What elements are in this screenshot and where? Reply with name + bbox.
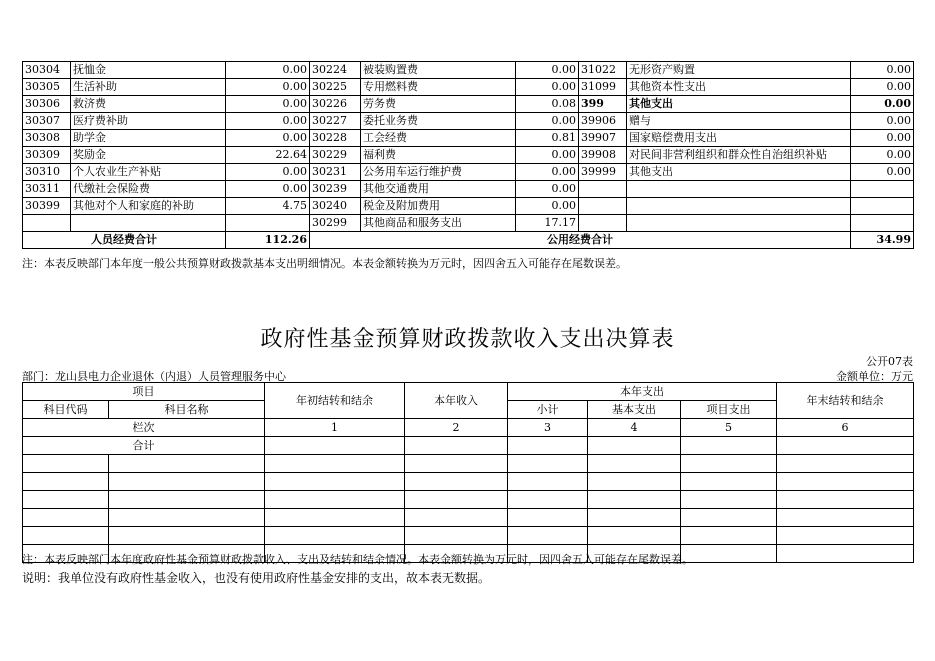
empty-cell bbox=[109, 491, 265, 509]
empty-cell bbox=[681, 437, 777, 455]
header-code: 科目代码 bbox=[23, 401, 109, 419]
empty-cell bbox=[23, 491, 109, 509]
header-begin-balance: 年初结转和结余 bbox=[265, 383, 405, 419]
value-cell: 0.00 bbox=[516, 79, 579, 96]
code-cell: 30226 bbox=[310, 96, 361, 113]
code-cell: 30304 bbox=[23, 62, 71, 79]
value-cell: 0.00 bbox=[226, 62, 310, 79]
empty-cell bbox=[588, 455, 681, 473]
value-cell: 0.00 bbox=[516, 198, 579, 215]
name-cell: 对民间非营利组织和群众性自治组织补贴 bbox=[627, 147, 851, 164]
empty-row bbox=[23, 473, 914, 491]
code-cell: 30224 bbox=[310, 62, 361, 79]
note-fund: 注：本表反映部门本年度政府性基金预算财政拨款收入、支出及结转和结余情况。本表金额转换为万元时，因四舍五入可能存在尾数误差。 bbox=[22, 553, 693, 566]
name-cell bbox=[627, 198, 851, 215]
code-cell: 30231 bbox=[310, 164, 361, 181]
code-cell: 31099 bbox=[579, 79, 627, 96]
name-cell: 工会经费 bbox=[361, 130, 516, 147]
personnel-total-label: 人员经费合计 bbox=[23, 232, 226, 249]
expense-detail-body bbox=[23, 62, 914, 232]
code-cell: 39906 bbox=[579, 113, 627, 130]
table-row bbox=[23, 79, 914, 96]
code-cell: 30228 bbox=[310, 130, 361, 147]
value-cell: 0.00 bbox=[516, 62, 579, 79]
name-cell: 其他交通费用 bbox=[361, 181, 516, 198]
value-cell: 0.00 bbox=[851, 62, 914, 79]
code-cell: 30310 bbox=[23, 164, 71, 181]
empty-cell bbox=[405, 527, 508, 545]
name-cell: 其他资本性支出 bbox=[627, 79, 851, 96]
value-cell: 22.64 bbox=[226, 147, 310, 164]
empty-cell bbox=[265, 473, 405, 491]
col-index-6: 6 bbox=[777, 419, 914, 437]
value-cell: 0.00 bbox=[226, 181, 310, 198]
value-cell: 0.00 bbox=[516, 113, 579, 130]
empty-cell bbox=[109, 455, 265, 473]
col-index-1: 1 bbox=[265, 419, 405, 437]
code-cell: 39908 bbox=[579, 147, 627, 164]
code-cell: 30308 bbox=[23, 130, 71, 147]
name-cell: 代缴社会保险费 bbox=[71, 181, 226, 198]
code-cell: 30229 bbox=[310, 147, 361, 164]
public-total-label: 公用经费合计 bbox=[310, 232, 851, 249]
table-row bbox=[23, 62, 914, 79]
col-index-4: 4 bbox=[588, 419, 681, 437]
empty-cell bbox=[265, 527, 405, 545]
name-cell: 其他支出 bbox=[627, 96, 851, 113]
value-cell: 0.00 bbox=[851, 164, 914, 181]
empty-cell bbox=[681, 545, 777, 563]
name-cell: 劳务费 bbox=[361, 96, 516, 113]
header-income: 本年收入 bbox=[405, 383, 508, 419]
name-cell: 福利费 bbox=[361, 147, 516, 164]
table-row bbox=[23, 164, 914, 181]
code-cell: 30239 bbox=[310, 181, 361, 198]
name-cell: 救济费 bbox=[71, 96, 226, 113]
value-cell: 0.00 bbox=[851, 130, 914, 147]
code-cell bbox=[23, 215, 71, 232]
unit-label: 金额单位：万元 bbox=[836, 370, 913, 383]
note-basic-expense: 注：本表反映部门本年度一般公共预算财政拨款基本支出明细情况。本表金额转换为万元时，因四舍五入可能存在尾数误差。 bbox=[22, 257, 627, 270]
empty-cell bbox=[265, 437, 405, 455]
table-code: 公开07表 bbox=[866, 355, 913, 368]
empty-cell bbox=[405, 437, 508, 455]
empty-cell bbox=[109, 509, 265, 527]
value-cell: 0.08 bbox=[516, 96, 579, 113]
department-label: 部门：龙山县电力企业退休（内退）人员管理服务中心 bbox=[22, 370, 286, 383]
empty-cell bbox=[109, 527, 265, 545]
table-row bbox=[23, 113, 914, 130]
value-cell: 17.17 bbox=[516, 215, 579, 232]
code-cell: 39907 bbox=[579, 130, 627, 147]
public-total-value: 34.99 bbox=[851, 232, 914, 249]
table-row bbox=[23, 96, 914, 113]
name-cell: 其他支出 bbox=[627, 164, 851, 181]
totals-row bbox=[23, 232, 914, 249]
empty-cell bbox=[23, 509, 109, 527]
code-cell: 30399 bbox=[23, 198, 71, 215]
header-subtotal: 小计 bbox=[508, 401, 588, 419]
empty-row bbox=[23, 527, 914, 545]
value-cell: 0.81 bbox=[516, 130, 579, 147]
name-cell: 国家赔偿费用支出 bbox=[627, 130, 851, 147]
empty-cell bbox=[777, 491, 914, 509]
value-cell: 4.75 bbox=[226, 198, 310, 215]
value-cell: 0.00 bbox=[516, 164, 579, 181]
name-cell bbox=[627, 181, 851, 198]
empty-cell bbox=[265, 455, 405, 473]
name-cell: 助学金 bbox=[71, 130, 226, 147]
value-cell bbox=[226, 215, 310, 232]
name-cell: 被装购置费 bbox=[361, 62, 516, 79]
value-cell bbox=[851, 181, 914, 198]
fund-table bbox=[22, 382, 914, 563]
value-cell: 0.00 bbox=[851, 147, 914, 164]
table-row bbox=[23, 215, 914, 232]
empty-cell bbox=[777, 455, 914, 473]
col-index-5: 5 bbox=[681, 419, 777, 437]
empty-cell bbox=[405, 473, 508, 491]
empty-cell bbox=[23, 473, 109, 491]
value-cell: 0.00 bbox=[851, 96, 914, 113]
code-cell: 31022 bbox=[579, 62, 627, 79]
name-cell: 其他对个人和家庭的补助 bbox=[71, 198, 226, 215]
empty-cell bbox=[23, 455, 109, 473]
empty-cell bbox=[777, 545, 914, 563]
empty-cell bbox=[109, 473, 265, 491]
total-label: 合计 bbox=[23, 437, 265, 455]
code-cell: 39999 bbox=[579, 164, 627, 181]
empty-cell bbox=[681, 491, 777, 509]
fund-empty-rows bbox=[23, 455, 914, 563]
empty-cell bbox=[777, 527, 914, 545]
empty-cell bbox=[588, 509, 681, 527]
page-title: 政府性基金预算财政拨款收入支出决算表 bbox=[260, 327, 675, 352]
code-cell bbox=[579, 181, 627, 198]
table-row bbox=[23, 181, 914, 198]
code-cell: 30227 bbox=[310, 113, 361, 130]
header-name: 科目名称 bbox=[109, 401, 265, 419]
name-cell: 个人农业生产补贴 bbox=[71, 164, 226, 181]
value-cell: 0.00 bbox=[226, 79, 310, 96]
empty-cell bbox=[508, 473, 588, 491]
name-cell: 其他商品和服务支出 bbox=[361, 215, 516, 232]
code-cell: 30299 bbox=[310, 215, 361, 232]
code-cell: 30225 bbox=[310, 79, 361, 96]
empty-cell bbox=[681, 473, 777, 491]
value-cell: 0.00 bbox=[226, 164, 310, 181]
empty-cell bbox=[588, 527, 681, 545]
col-index-label: 栏次 bbox=[23, 419, 265, 437]
empty-cell bbox=[508, 527, 588, 545]
value-cell: 0.00 bbox=[226, 130, 310, 147]
note-explanation: 说明：我单位没有政府性基金收入，也没有使用政府性基金安排的支出，故本表无数据。 bbox=[22, 571, 491, 585]
name-cell: 生活补助 bbox=[71, 79, 226, 96]
empty-cell bbox=[508, 455, 588, 473]
name-cell: 抚恤金 bbox=[71, 62, 226, 79]
empty-cell bbox=[777, 509, 914, 527]
column-index-row bbox=[23, 419, 914, 437]
code-cell: 30306 bbox=[23, 96, 71, 113]
code-cell: 30309 bbox=[23, 147, 71, 164]
header-project: 项目支出 bbox=[681, 401, 777, 419]
value-cell: 0.00 bbox=[516, 181, 579, 198]
personnel-total-value: 112.26 bbox=[226, 232, 310, 249]
header-item: 项目 bbox=[23, 383, 265, 401]
total-row bbox=[23, 437, 914, 455]
table-row bbox=[23, 147, 914, 164]
table-row bbox=[23, 130, 914, 147]
name-cell: 无形资产购置 bbox=[627, 62, 851, 79]
empty-cell bbox=[777, 437, 914, 455]
value-cell: 0.00 bbox=[851, 79, 914, 96]
value-cell: 0.00 bbox=[226, 113, 310, 130]
header-end-balance: 年末结转和结余 bbox=[777, 383, 914, 419]
code-cell bbox=[579, 198, 627, 215]
value-cell bbox=[851, 215, 914, 232]
empty-cell bbox=[777, 473, 914, 491]
col-index-2: 2 bbox=[405, 419, 508, 437]
empty-row bbox=[23, 491, 914, 509]
empty-cell bbox=[681, 527, 777, 545]
name-cell: 税金及附加费用 bbox=[361, 198, 516, 215]
name-cell: 专用燃料费 bbox=[361, 79, 516, 96]
name-cell bbox=[627, 215, 851, 232]
header-basic: 基本支出 bbox=[588, 401, 681, 419]
name-cell: 公务用车运行维护费 bbox=[361, 164, 516, 181]
name-cell: 奖励金 bbox=[71, 147, 226, 164]
name-cell: 医疗费补助 bbox=[71, 113, 226, 130]
name-cell: 委托业务费 bbox=[361, 113, 516, 130]
empty-cell bbox=[588, 473, 681, 491]
code-cell: 30305 bbox=[23, 79, 71, 96]
empty-row bbox=[23, 509, 914, 527]
code-cell: 30307 bbox=[23, 113, 71, 130]
code-cell bbox=[579, 215, 627, 232]
empty-cell bbox=[23, 527, 109, 545]
empty-cell bbox=[508, 437, 588, 455]
name-cell bbox=[71, 215, 226, 232]
empty-row bbox=[23, 455, 914, 473]
value-cell bbox=[851, 198, 914, 215]
empty-cell bbox=[405, 455, 508, 473]
empty-cell bbox=[588, 437, 681, 455]
code-cell: 30240 bbox=[310, 198, 361, 215]
empty-cell bbox=[265, 491, 405, 509]
table-row bbox=[23, 198, 914, 215]
expense-detail-table bbox=[22, 61, 914, 249]
empty-cell bbox=[508, 491, 588, 509]
empty-cell bbox=[681, 455, 777, 473]
empty-cell bbox=[265, 509, 405, 527]
empty-cell bbox=[405, 491, 508, 509]
value-cell: 0.00 bbox=[851, 113, 914, 130]
empty-cell bbox=[405, 509, 508, 527]
empty-cell bbox=[681, 509, 777, 527]
code-cell: 30311 bbox=[23, 181, 71, 198]
value-cell: 0.00 bbox=[516, 147, 579, 164]
header-expense: 本年支出 bbox=[508, 383, 777, 401]
empty-cell bbox=[508, 509, 588, 527]
col-index-3: 3 bbox=[508, 419, 588, 437]
empty-cell bbox=[588, 491, 681, 509]
code-cell: 399 bbox=[579, 96, 627, 113]
value-cell: 0.00 bbox=[226, 96, 310, 113]
name-cell: 赠与 bbox=[627, 113, 851, 130]
